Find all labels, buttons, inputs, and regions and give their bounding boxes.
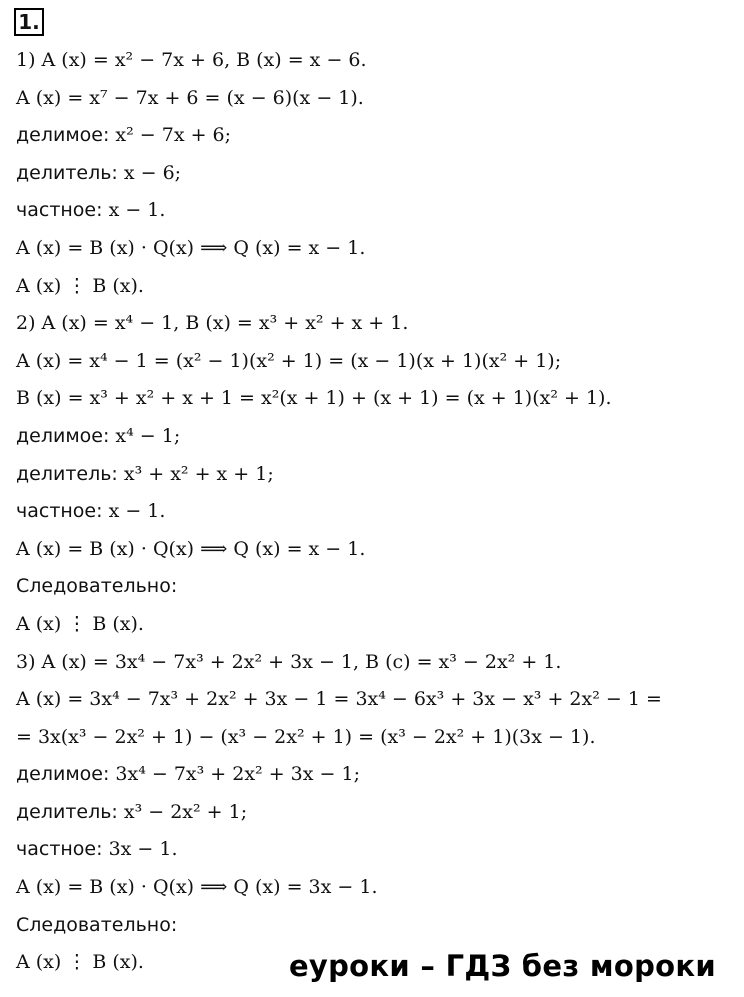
- text-line: A (x) = 3x⁴ − 7x³ + 2x² + 3x − 1 = 3x⁴ − 6x³ + 3x − x³ + 2x² − 1 =: [16, 688, 662, 711]
- solution-text: [16, 42, 740, 982]
- text-line: B (x) = x³ + x² + x + 1 = x²(x + 1) + (x + 1) = (x + 1)(x² + 1).: [16, 387, 612, 410]
- text-line: [16, 456, 740, 494]
- line-label: делимое:: [16, 424, 110, 447]
- line-formula: x − 6;: [117, 161, 182, 184]
- line-formula: x⁴ − 1;: [109, 424, 181, 447]
- text-line: A (x) ⋮ B (x).: [16, 274, 144, 297]
- line-label: делитель:: [16, 800, 118, 823]
- line-label: частное:: [16, 500, 103, 523]
- text-line: [16, 418, 740, 456]
- text-line: A (x) = B (x) · Q(x) ⟹ Q (x) = x − 1.: [16, 236, 366, 259]
- line-formula: x − 1.: [102, 199, 166, 222]
- line-formula: x³ − 2x² + 1;: [117, 800, 248, 823]
- text-line: [16, 192, 740, 230]
- line-formula: 3x⁴ − 7x³ + 2x² + 3x − 1;: [109, 763, 360, 786]
- text-line: 3) A (x) = 3x⁴ − 7x³ + 2x² + 3x − 1, B (c) = x³ − 2x² + 1.: [16, 650, 562, 673]
- line-formula: x³ + x² + x + 1;: [117, 462, 274, 485]
- line-label: делимое:: [16, 124, 110, 147]
- line-formula: 3x − 1.: [102, 838, 178, 861]
- text-line: [16, 831, 740, 869]
- line-label: делитель:: [16, 462, 118, 485]
- text-line: [16, 756, 740, 794]
- text-line: A (x) = x⁷ − 7x + 6 = (x − 6)(x − 1).: [16, 86, 364, 109]
- text-line: [16, 493, 740, 531]
- text-line: A (x) = x⁴ − 1 = (x² − 1)(x² + 1) = (x − 1)(x + 1)(x² + 1);: [16, 349, 562, 372]
- text-line: [16, 794, 740, 832]
- line-label: делимое:: [16, 763, 110, 786]
- text-line: Следовательно:: [16, 575, 178, 598]
- line-label: частное:: [16, 199, 103, 222]
- line-label: частное:: [16, 838, 103, 861]
- line-formula: x² − 7x + 6;: [109, 124, 232, 147]
- text-line: [16, 117, 740, 155]
- text-line: 1) A (x) = x² − 7x + 6, B (x) = x − 6.: [16, 49, 367, 71]
- text-line: [16, 155, 740, 193]
- text-line: A (x) = B (x) · Q(x) ⟹ Q (x) = x − 1.: [16, 537, 366, 560]
- line-formula: x − 1.: [102, 500, 166, 523]
- text-line: A (x) ⋮ B (x).: [16, 951, 144, 974]
- line-label: делитель:: [16, 161, 118, 184]
- text-line: Следовательно:: [16, 913, 178, 936]
- text-line: 2) A (x) = x⁴ − 1, B (x) = x³ + x² + x + 1.: [16, 312, 409, 335]
- text-line: A (x) = B (x) · Q(x) ⟹ Q (x) = 3x − 1.: [16, 876, 378, 899]
- problem-number: 1.: [14, 8, 44, 36]
- text-line: = 3x(x³ − 2x² + 1) − (x³ − 2x² + 1) = (x³ − 2x² + 1)(3x − 1).: [16, 725, 596, 748]
- watermark-text: еуроки – ГДЗ без мороки: [288, 949, 716, 983]
- text-line: A (x) ⋮ B (x).: [16, 612, 144, 635]
